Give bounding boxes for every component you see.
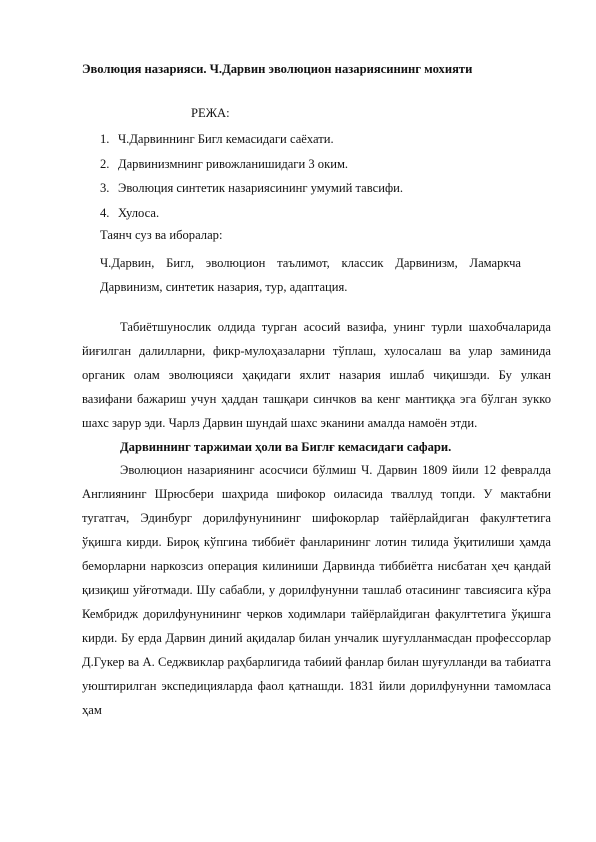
plan-item-number: 2.	[100, 156, 110, 171]
keywords-text: Ч.Дарвин, Бигл, эволюцион таълимот, классик Дарвинизм, Ламаркча Дарвинизм, синтетик назария, тур, адаптация.	[100, 256, 521, 294]
plan-item-number: 1.	[100, 132, 110, 146]
plan-item	[100, 178, 403, 203]
plan-item-text: Дарвинизмнинг ривожланишидаги 3 оким.	[118, 156, 349, 171]
plan-item-number: 4.	[100, 205, 110, 220]
plan-item-text: Ч.Дарвиннинг Бигл кемасидаги саёхати.	[118, 132, 334, 146]
paragraph-intro: Табиётшунослик олдида турган асосий вазифа, унинг турли шахобчаларида йиғилган далилларни, фикр-мулоҳазаларни тўплаш, хулосалаш ва улар заминида органик олам эволюцияси ҳақидаги яхлит назария ишлаб чиқишэди. Бу улкан вазифани бажариш учун ҳаддан ташқари синчков ва кенг мантиққа эга бўлган зукко шахс зарур эди. Чарлз Дарвин шундай шахс эканини амалда намоён этди.	[82, 320, 551, 430]
body-text	[82, 316, 551, 722]
plan-item-number: 3.	[100, 181, 110, 195]
section-subheading: Дарвиннинг таржимаи ҳоли ва Биглғ кемасидаги сафари.	[120, 439, 452, 454]
plan-heading: РЕЖА:	[191, 106, 230, 120]
plan-list	[100, 129, 403, 227]
plan-item	[100, 154, 403, 179]
plan-item	[100, 203, 403, 228]
plan-item	[100, 129, 403, 154]
paragraph-biography: Эволюцион назариянинг асосчиси бўлмиш Ч. Дарвин 1809 йили 12 февралда Англиянинг Шрюсбери шаҳрида шифокор оиласида тваллуд топди. У мактабни тугатгач, Эдинбург дорилфунунининг шифокорлар тайёрлайдиган факулғтетига ўқишга кирди. Бироқ кўпгина тиббиёт фанларининг лотин тилида ўқитилиши ҳамда беморларни наркозсиз операция килиниши Дарвинда тиббиётга нисбатан ҳеч қандай қизиқиш уйғотмади. Шу сабабли, у дорилфунунни ташлаб отасининг тавсиясига кўра Кембридж дорилфунунининг черков ходимлари тайёрлайдиган факулғтетига ўқишга кирди. Бу ерда Дарвин диний ақидалар билан унчалик шуғулланмасдан профессорлар Д.Гукер ва А. Седжвиклар раҳбарлигида табиий фанлар билан шуғулланди ва табиатга уюштирилган экспедицияларда фаол қатнашди. 1831 йили дорилфунунни тамомласа ҳам	[82, 463, 551, 717]
keywords-label: Таянч суз ва иборалар:	[100, 228, 223, 242]
document-title: Эволюция назарияси. Ч.Дарвин эволюцион назариясининг мохияти	[82, 62, 473, 76]
plan-item-text: Хулоса.	[118, 205, 160, 220]
plan-item-text: Эволюция синтетик назариясининг умумий тавсифи.	[118, 181, 404, 195]
